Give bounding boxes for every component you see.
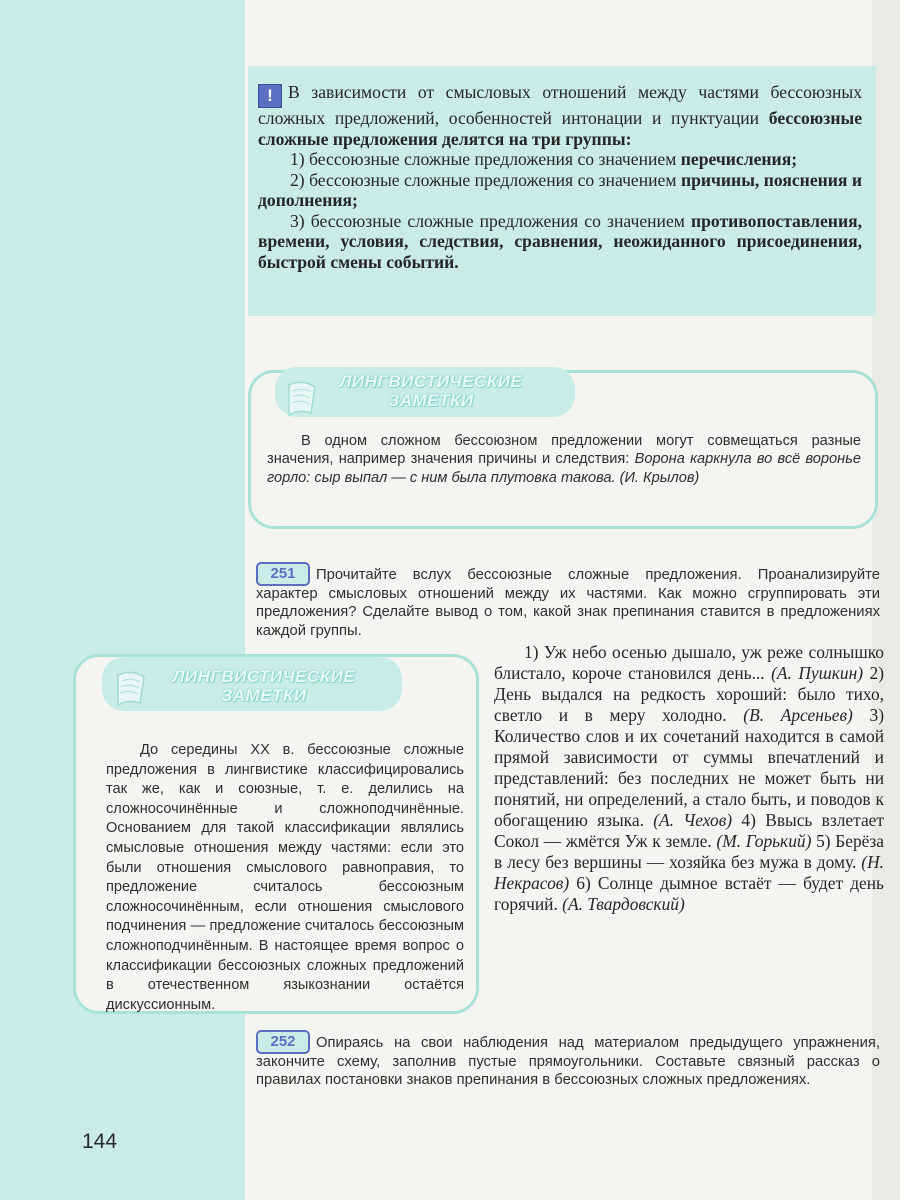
linguistic-notes-box-1 [248, 370, 878, 529]
exclamation-icon: ! [258, 84, 282, 108]
left-margin-band [0, 0, 245, 1200]
rule-intro-bold: бессоюзные сложные предложения делятся на три группы: [258, 108, 862, 149]
exercise-number-badge: 252 [256, 1030, 310, 1054]
exercise-252-text: Опираясь на свои наблюдения над материалом предыдущего упражнения, закончите схему, заполнив пустые прямоугольники. Составьте связный рассказ о правилах постановки знаков препинания в бессоюзных сложных предложениях. [256, 1035, 880, 1088]
page-number: 144 [0, 1120, 166, 1164]
note-heading-line2: ЗАМЕТКИ [221, 686, 307, 705]
rule-item-3: 3) бессоюзные сложные предложения со значением [290, 210, 692, 231]
rule-intro: В зависимости от смысловых отношений между частями бессоюзных сложных предложений, особенностей интонации и пунктуации [258, 82, 862, 128]
example-2: 2) День выдался на редкость хороший: было тихо, светло и в меру холодно. [494, 663, 885, 725]
curled-page-icon [114, 669, 148, 709]
note-heading-line2: ЗАМЕТКИ [388, 391, 474, 410]
linguistic-notes-box-2 [73, 654, 479, 1014]
example-6: 6) Солнце дымное встаёт — будет день горячий. [494, 873, 884, 914]
exercise-number-badge: 251 [256, 562, 310, 586]
note-body [267, 432, 861, 487]
example-5: 5) Берёза в лесу без вершины — хозяйка без мужа в дому. [494, 831, 884, 872]
rule-item-1: 1) бессоюзные сложные предложения со значением [290, 149, 681, 169]
rule-item-2-bold: причины, пояснения и дополнения; [258, 169, 862, 210]
example-4: 4) Ввысь взлетает Сокол — жмётся Уж к земле. [494, 810, 884, 851]
example-4-author: (М. Горький) [716, 831, 812, 851]
note-heading [164, 667, 364, 705]
example-5-author: (Н. Некрасов) [494, 852, 884, 893]
note-heading-line1: ЛИНГВИСТИЧЕСКИЕ [339, 372, 523, 391]
example-1: 1) Уж небо осенью дышало, уж реже солнышко блистало, короче становился день... [494, 642, 884, 683]
curled-page-icon [285, 379, 319, 419]
rule-text [258, 82, 862, 272]
example-3-author: (А. Чехов) [653, 810, 733, 830]
note-heading-line1: ЛИНГВИСТИЧЕСКИЕ [172, 667, 356, 686]
exercise-251-text: Прочитайте вслух бессоюзные сложные предложения. Проанализируйте характер смысловых отношений между их частями. Как можно сгруппировать эти предложения? Сделайте вывод о том, какой знак препинания ставится в предложениях каждой группы. [256, 567, 880, 639]
rule-item-2: 2) бессоюзные сложные предложения со значением [290, 169, 681, 190]
note-body: До середины XX в. бессоюзные сложные предложения в лингвистике классифицировались так же, как и союзные, т. е. делились на сложносочинённые и сложноподчинённые. Основанием для такой классификации являлись смысловые отношения между частями: если это были отношения смыслового равноправия, то предложение считалось бессоюзным сложносочинённым, если отношения смыслового подчинения — предложение считалось бессоюзным сложноподчинённым. В настоящее время вопрос о классификации бессоюзных сложных предложений в отечественном языкознании остаётся дискуссионным. [106, 742, 464, 1013]
rule-item-3-bold: противопоставления, времени, условия, следствия, сравнения, неожиданного присоединения, быстрой смены событий. [258, 210, 862, 272]
example-3: 3) Количество слов и их сочетаний находится в самой прямой зависимости от суммы впечатлений и представлений: без последних не может быть ни понятий, ни определений, а стало быть, и поводов к обогащению языка. [494, 705, 884, 830]
example-1-author: (А. Пушкин) [771, 663, 864, 683]
example-6-author: (А. Твардовский) [562, 894, 685, 914]
note-quote: Ворона каркнула во всё воронье горло: сыр выпал — с ним была плутовка такова. (И. Крылов) [267, 451, 861, 486]
rule-item-1-bold: перечисления; [680, 149, 798, 169]
note-text: В одном сложном бессоюзном предложении могут совмещаться разные значения, например значения причины и следствия: [267, 433, 861, 468]
note-heading [331, 372, 531, 410]
example-2-author: (В. Арсеньев) [743, 705, 853, 725]
example-sentences [494, 642, 884, 915]
